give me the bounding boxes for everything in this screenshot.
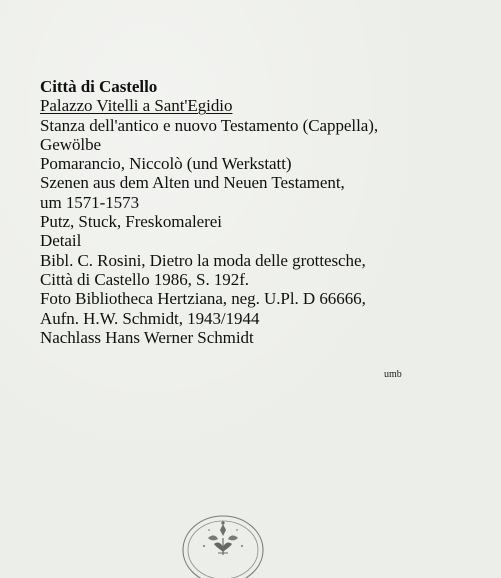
artist-line: Pomarancio, Niccolò (und Werkstatt) [40,154,292,174]
bibliography-line: Bibl. C. Rosini, Dietro la moda delle grottesche, [40,250,366,270]
subject-line: Szenen aus dem Alten und Neuen Testament, [40,173,345,193]
place-title: Città di Castello [40,77,158,96]
location-line: Stanza dell'antico e nuovo Testamento (Cappella), [40,115,379,135]
photo-credit-line: Foto Bibliotheca Hertziana, neg. U.Pl. D 66666, [40,289,366,309]
bibliography-line: Città di Castello 1986, S. 192f. [40,269,250,289]
cataloguer-code: umb [384,369,402,380]
subject-line: um 1571-1573 [40,192,140,212]
technique-line: Putz, Stuck, Freskomalerei [40,212,222,232]
view-line: Detail [40,231,82,251]
library-stamp-icon [178,508,268,578]
photo-credit-line: Aufn. H.W. Schmidt, 1943/1944 [40,308,260,328]
location-line: Gewölbe [40,134,102,154]
estate-line: Nachlass Hans Werner Schmidt [40,327,254,347]
record-text [40,77,480,347]
building-name: Palazzo Vitelli a Sant'Egidio [40,96,233,116]
